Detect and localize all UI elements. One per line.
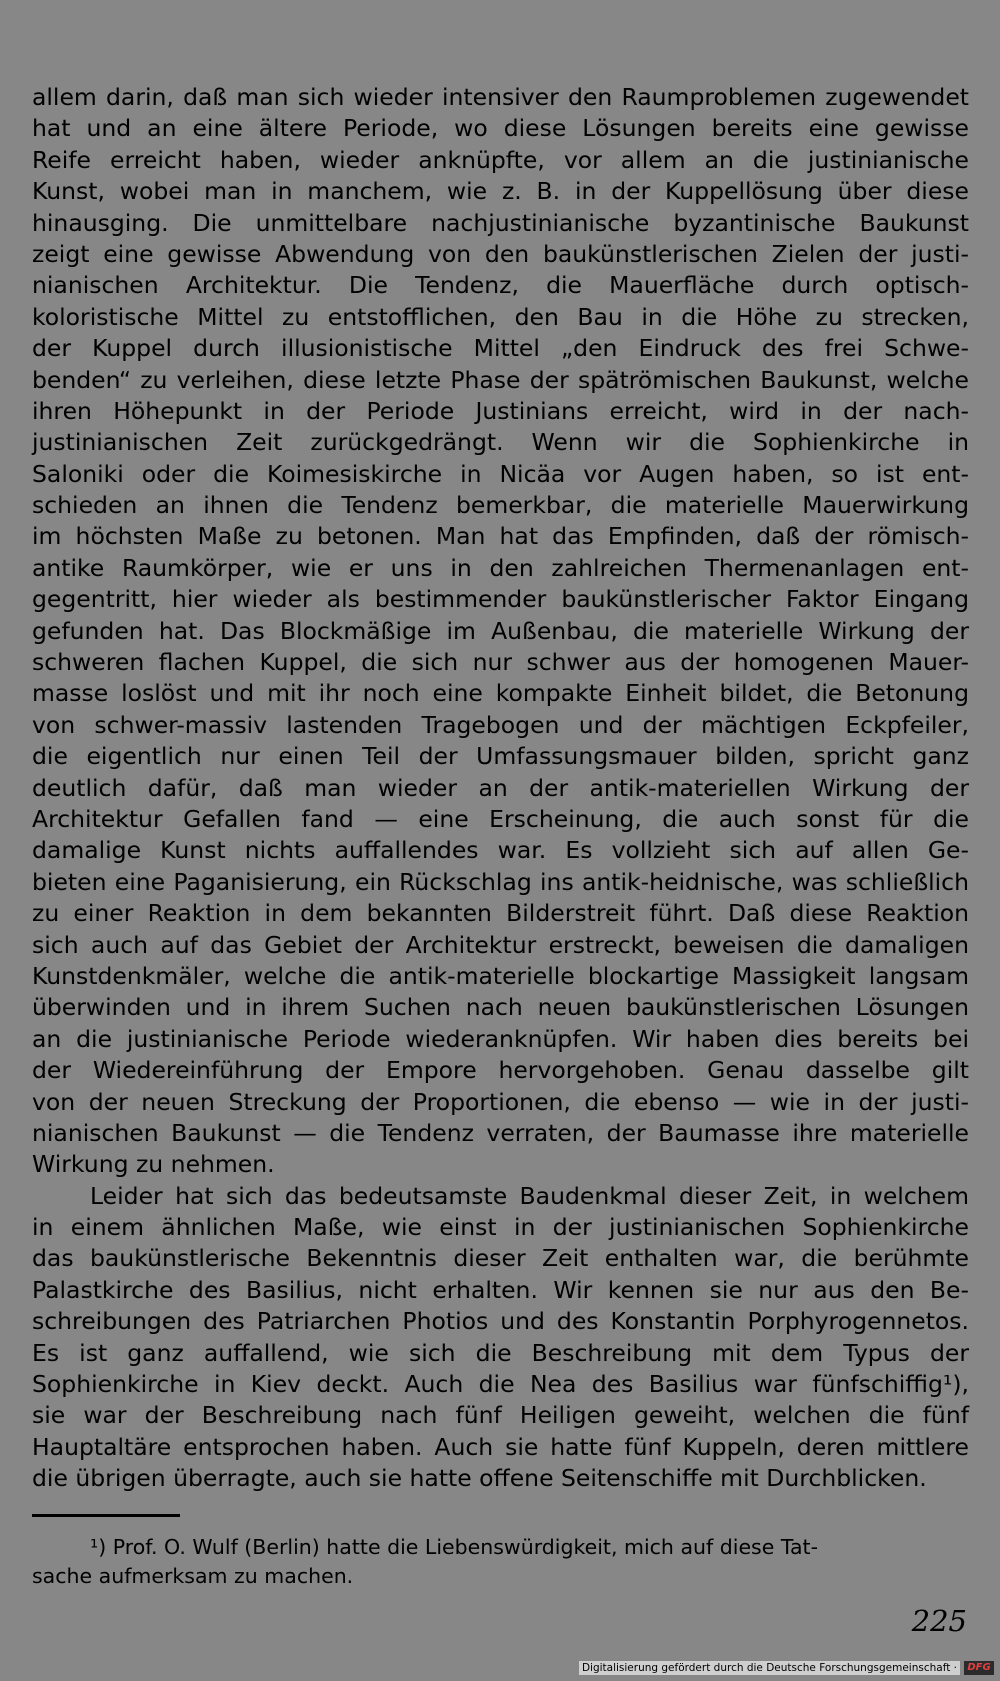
text-line: Es ist ganz auffallend, wie sich die Beschreibung mit dem Typus der <box>32 1338 969 1367</box>
text-line: ihren Höhepunkt in der Periode Justinians erreicht, wird in der nach- <box>32 396 969 425</box>
text-line: Kunst, wobei man in manchem, wie z. B. in der Kuppellösung über diese <box>32 177 969 206</box>
footnote <box>32 1533 969 1591</box>
text-line: die übrigen überragte, auch sie hatte offene Seitenschiffe mit Durchblicken. <box>32 1464 927 1493</box>
text-line: Hauptaltäre entsprochen haben. Auch sie hatte fünf Kuppeln, deren mittlere <box>32 1432 969 1461</box>
text-line: im höchsten Maße zu betonen. Man hat das Empfinden, daß der römisch- <box>32 522 969 551</box>
text-line: von der neuen Streckung der Proportionen, die ebenso — wie in der justi- <box>32 1087 969 1116</box>
paragraph <box>32 1181 969 1495</box>
text-line: justinianischen Zeit zurückgedrängt. Wenn wir die Sophienkirche in <box>32 428 969 457</box>
text-line: das baukünstlerische Bekenntnis dieser Zeit enthalten war, die berühmte <box>32 1244 969 1273</box>
footnote-rule <box>32 1514 180 1517</box>
text-line: antike Raumkörper, wie er uns in den zahlreichen Thermenanlagen ent- <box>32 553 969 582</box>
digitization-credit: Digitalisierung gefördert durch die Deutsche Forschungsgemeinschaft · <box>579 1661 960 1675</box>
text-line: Sophienkirche in Kiev deckt. Auch die Nea des Basilius war fünfschiffig¹), <box>32 1370 969 1399</box>
text-line: an die justinianische Periode wiederanknüpfen. Wir haben dies bereits bei <box>32 1024 969 1053</box>
text-line: sich auch auf das Gebiet der Architektur erstreckt, beweisen die damaligen <box>32 930 969 959</box>
text-line: Leider hat sich das bedeutsamste Baudenkmal dieser Zeit, in welchem <box>90 1181 969 1210</box>
text-line: zeigt eine gewisse Abwendung von den baukünstlerischen Zielen der justi- <box>32 239 969 268</box>
text-line: benden“ zu verleihen, diese letzte Phase der spätrömischen Baukunst, welche <box>32 365 969 394</box>
footnote-line: sache aufmerksam zu machen. <box>32 1564 354 1588</box>
text-line: Saloniki oder die Koimesiskirche in Nicäa vor Augen haben, so ist ent- <box>32 459 969 488</box>
text-line: schieden an ihnen die Tendenz bemerkbar, die materielle Mauerwirkung <box>32 491 969 520</box>
text-line: Wirkung zu nehmen. <box>32 1150 275 1179</box>
text-line: sie war der Beschreibung nach fünf Heiligen geweiht, welchen die fünf <box>32 1401 969 1430</box>
body-text <box>32 82 969 1495</box>
text-line: schreibungen des Patriarchen Photios und des Konstantin Porphyrogennetos. <box>32 1307 969 1336</box>
text-line: hat und an eine ältere Periode, wo diese Lösungen bereits eine gewisse <box>32 114 969 143</box>
text-line: der Kuppel durch illusionistische Mittel „den Eindruck des frei Schwe- <box>32 334 969 363</box>
text-line: die eigentlich nur einen Teil der Umfassungsmauer bilden, spricht ganz <box>32 742 969 771</box>
text-line: Kunstdenkmäler, welche die antik-materielle blockartige Massigkeit langsam <box>32 961 969 990</box>
text-line: deutlich dafür, daß man wieder an der antik-materiellen Wirkung der <box>32 773 969 802</box>
text-line: masse loslöst und mit ihr noch eine kompakte Einheit bildet, die Betonung <box>32 679 969 708</box>
text-line: zu einer Reaktion in dem bekannten Bilderstreit führt. Daß diese Reaktion <box>32 899 969 928</box>
text-line: von schwer-massiv lastenden Tragebogen und der mächtigen Eckpfeiler, <box>32 710 969 739</box>
text-line: allem darin, daß man sich wieder intensiver den Raumproblemen zugewendet <box>32 83 969 111</box>
paragraph <box>32 82 969 1181</box>
text-line: damalige Kunst nichts auffallendes war. Es vollzieht sich auf allen Ge- <box>32 836 969 865</box>
text-line: hinausging. Die unmittelbare nachjustinianische byzantinische Baukunst <box>32 208 969 237</box>
text-line: gefunden hat. Das Blockmäßige im Außenbau, die materielle Wirkung der <box>32 616 969 645</box>
text-line: nianischen Architektur. Die Tendenz, die Mauerfläche durch optisch- <box>32 271 969 300</box>
text-line: Palastkirche des Basilius, nicht erhalten. Wir kennen sie nur aus den Be- <box>32 1275 969 1304</box>
text-line: der Wiedereinführung der Empore hervorgehoben. Genau dasselbe gilt <box>32 1056 969 1085</box>
dfg-logo: DFG <box>964 1661 994 1675</box>
text-line: Reife erreicht haben, wieder anknüpfte, vor allem an die justinianische <box>32 145 969 174</box>
text-line: nianischen Baukunst — die Tendenz verraten, der Baumasse ihre materielle <box>32 1118 969 1147</box>
text-line: koloristische Mittel zu entstofflichen, den Bau in die Höhe zu strecken, <box>32 302 969 331</box>
text-line: bieten eine Paganisierung, ein Rückschlag ins antik-heidnische, was schließlich <box>32 867 969 896</box>
text-line: schweren flachen Kuppel, die sich nur schwer aus der homogenen Mauer- <box>32 648 969 677</box>
text-line: überwinden und in ihrem Suchen nach neuen baukünstlerischen Lösungen <box>32 993 969 1022</box>
footnote-line: ¹) Prof. O. Wulf (Berlin) hatte die Liebenswürdigkeit, mich auf diese Tat- <box>90 1535 818 1559</box>
text-line: in einem ähnlichen Maße, wie einst in der justinianischen Sophienkirche <box>32 1213 969 1242</box>
text-line: gegentritt, hier wieder als bestimmender baukünstlerischer Faktor Eingang <box>32 585 969 614</box>
text-line: Architektur Gefallen fand — eine Erscheinung, die auch sonst für die <box>32 804 969 833</box>
page-number: 225 <box>911 1604 967 1638</box>
